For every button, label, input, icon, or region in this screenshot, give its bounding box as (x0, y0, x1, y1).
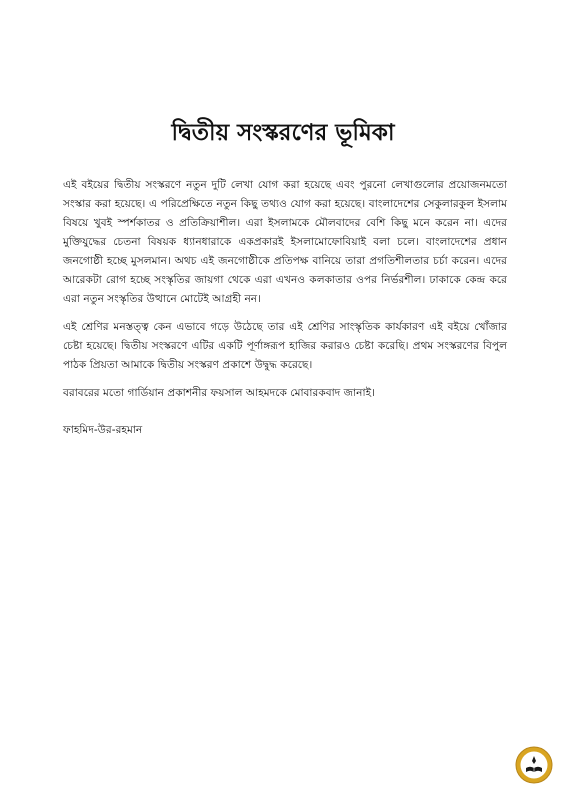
paragraph-1: এই বইয়ের দ্বিতীয় সংস্করণে নতুন দুটি লেখা যোগ করা হয়েছে এবং পুরনো লেখাগুলোর প্রয়োজনমতো সংস্কার করা হয়েছে। এ পরিপ্রেক্ষিতে নতুন কিছু তথ্যও যোগ করা হয়েছে। বাংলাদেশের সেকুলারকুল ইসলাম বিষয়ে খুবই স্পর্শকাতর ও প্রতিক্রিয়াশীল। এরা ইসলামকে মৌলবাদের বেশি কিছু মনে করেন না। এদের মুক্তিযুদ্ধের চেতনা বিষয়ক ধ্যানধারাকে একপ্রকারই ইসলামোফোবিয়াই বলা চলে। বাংলাদেশের প্রধান জনগোষ্ঠী হচ্ছে মুসলমান। অথচ এই জনগোষ্ঠীকে প্রতিপক্ষ বানিয়ে তারা প্রগতিশীলতার চর্চা করেন। এদের আরেকটা রোগ হচ্ছে সংস্কৃতির জায়গা থেকে এরা এখনও কলকাতার ওপর নির্ভরশীল। ঢাকাকে কেন্দ্র করে এরা নতুন সংস্কৃতির উত্থানে মোটেই আগ্রহী নন। (63, 179, 507, 305)
publisher-seal-icon (515, 746, 553, 784)
author-signature: ফাহমিদ-উর-রহমান (63, 424, 143, 436)
page-title: দ্বিতীয় সংস্করণের ভূমিকা (171, 120, 395, 146)
paragraph-3: বরাবরের মতো গার্ডিয়ান প্রকাশনীর ফয়সাল আহমদকে মোবারকবাদ জানাই। (63, 387, 375, 399)
paragraph-2: এই শ্রেণির মনস্তত্ত্ব কেন এভাবে গড়ে উঠেছে তার এই শ্রেণির সাংস্কৃতিক কার্যকারণ এই বইয়ে খোঁজার চেষ্টা হয়েছে। দ্বিতীয় সংস্করণে এটির একটি পূর্ণাঙ্গরূপ হাজির করারও চেষ্টা করেছি। প্রথম সংস্করণের বিপুল পাঠক প্রিয়তা আমাকে দ্বিতীয় সংস্করণ প্রকাশে উদ্বুদ্ধ করেছে। (63, 321, 507, 371)
preface-body (63, 176, 507, 449)
